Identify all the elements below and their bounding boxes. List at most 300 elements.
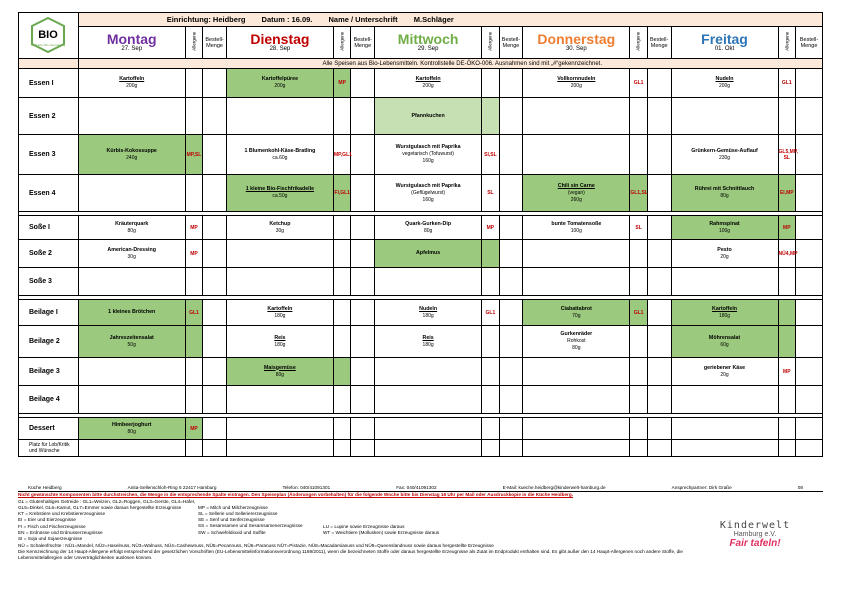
- legend-line: WT = Weichtiere (Mollusken) sowie Erzeugnisse daraus: [323, 529, 440, 535]
- allergen-cell: [333, 326, 350, 358]
- dish-name: 1 kleines Brötchen: [108, 309, 156, 315]
- order-quantity-input[interactable]: [203, 418, 227, 440]
- order-quantity-input[interactable]: [203, 268, 227, 296]
- allergen-cell: NÜ4,MP: [778, 240, 795, 268]
- meal-cell: [671, 440, 778, 457]
- dish-quantity: 180g: [274, 312, 286, 319]
- meal-cell: [226, 386, 333, 414]
- meal-cell: [78, 300, 185, 326]
- order-quantity-input[interactable]: [796, 440, 823, 457]
- order-quantity-input[interactable]: [499, 358, 523, 386]
- day-header-4: [671, 27, 778, 59]
- note-spacer: [19, 59, 79, 69]
- meal-cell: [226, 326, 333, 358]
- allergen-legend: [18, 499, 823, 543]
- order-quantity-input[interactable]: [796, 175, 823, 212]
- dish-name: Wurstgulasch mit Paprika: [395, 144, 461, 150]
- dish-quantity: 180g: [422, 312, 434, 319]
- meal-cell: [78, 216, 185, 240]
- order-quantity-input[interactable]: [647, 300, 671, 326]
- menu-row: [19, 418, 823, 440]
- legend-line: LU = Lupine sowie Erzeugnisse daraus: [323, 523, 405, 529]
- logo-subtext: nach EG-Öko-Verordnung: [31, 42, 66, 47]
- footer-address: Anita-Sellenschloh-Ring 6 22417 Hamburg: [127, 485, 217, 490]
- allergen-cell: [482, 240, 499, 268]
- bio-note: Alle Speisen aus Bio-Lebensmitteln. Kontrollstelle DE-ÖKO-006. Ausnahmen sind mit „#“gekennzeichnet.: [78, 59, 822, 69]
- dish-name: Wurstgulasch mit Paprika: [395, 182, 461, 189]
- dish-quantity: ca.60g: [272, 154, 288, 161]
- allergen-cell: [482, 98, 499, 135]
- dish-quantity: 200g: [718, 83, 731, 89]
- legend-line: SW = Schwefeldioxid und Sulfite: [198, 529, 266, 535]
- order-quantity-input[interactable]: [796, 418, 823, 440]
- dish-quantity: 80g: [275, 371, 285, 378]
- dish-name: Rührei mit Schnittlauch: [694, 186, 755, 192]
- order-quantity-input[interactable]: [647, 358, 671, 386]
- dish-quantity: 30g: [127, 253, 136, 260]
- meal-cell: [226, 175, 333, 212]
- allergen-cell: [630, 418, 647, 440]
- allergen-cell: MP: [185, 216, 202, 240]
- day-header-3: [523, 27, 630, 59]
- allergen-cell: [482, 386, 499, 414]
- day-date: 27. Sep: [121, 46, 143, 52]
- menu-row: [19, 268, 823, 296]
- dish-quantity: 70g: [572, 312, 581, 319]
- menu-row: [19, 98, 823, 135]
- allergen-cell: FI,GL1: [333, 175, 350, 212]
- dish-name: Gurkenräder: [560, 331, 593, 337]
- row-label: Essen 4: [19, 175, 79, 212]
- allergen-cell: [778, 98, 795, 135]
- meal-cell: [375, 418, 482, 440]
- meal-cell: [78, 386, 185, 414]
- footer-fax: Fax: 040/41091302: [396, 485, 437, 490]
- bestellmenge-header: Bestell-Menge: [499, 27, 523, 59]
- allergen-cell: [333, 418, 350, 440]
- order-quantity-input[interactable]: [796, 386, 823, 414]
- order-quantity-input[interactable]: [499, 98, 523, 135]
- row-label: Essen I: [19, 69, 79, 98]
- order-quantity-input[interactable]: [796, 240, 823, 268]
- allergen-cell: GL1: [630, 300, 647, 326]
- day-date: 30. Sep: [565, 46, 587, 52]
- day-date: 29. Sep: [417, 46, 439, 52]
- dish-name: American-Dressing: [107, 246, 156, 253]
- order-quantity-input[interactable]: [351, 418, 375, 440]
- meal-cell: [226, 98, 333, 135]
- logo-text: BIO: [38, 28, 59, 41]
- dish-name: Möhrensalat: [708, 334, 741, 341]
- dish-quantity: 240g: [126, 154, 138, 161]
- allergen-cell: EI,MP: [778, 175, 795, 212]
- allergen-cell: MP,GL1: [333, 135, 350, 175]
- footer-warning: Nicht gewünschte Komponenten bitte durchstreichen, die Menge in die entsprechende Spalte eintragen. Den Speiseplan (Änderungen vorbehalten) für die folgende Woche bitte bis Dienstag 16 Uhr per Mail oder Ausdruckkopie in die Küche Heidberg.: [18, 492, 574, 498]
- dish-name: Grünkern-Gemüse-Auflauf: [691, 147, 758, 154]
- dish-quantity: 180g: [718, 312, 731, 319]
- dish-name: Nudeln: [715, 76, 734, 82]
- allergen-cell: [482, 440, 499, 457]
- dish-name: Reis: [274, 334, 286, 341]
- order-quantity-input[interactable]: [647, 440, 671, 457]
- meal-cell: [671, 98, 778, 135]
- meal-cell: [226, 440, 333, 457]
- meal-cell: [78, 98, 185, 135]
- meal-cell: [78, 440, 185, 457]
- meal-cell: [226, 358, 333, 386]
- meal-cell: [78, 175, 185, 212]
- order-quantity-input[interactable]: [796, 135, 823, 175]
- meal-cell: [78, 418, 185, 440]
- meal-cell: [671, 216, 778, 240]
- order-quantity-input[interactable]: [499, 175, 523, 212]
- order-quantity-input[interactable]: [203, 300, 227, 326]
- dish-note: (Geflügelwurst): [411, 189, 446, 196]
- meal-cell: [78, 240, 185, 268]
- day-date: 28. Sep: [269, 46, 291, 52]
- bestellmenge-header: Bestell-Menge: [647, 27, 671, 59]
- meal-cell: [523, 69, 630, 98]
- footer-email[interactable]: E-Mail: kueche.heidberg@kinderwelt-hamburg.de: [502, 485, 606, 490]
- allergen-cell: GL1,SL: [630, 175, 647, 212]
- order-quantity-input[interactable]: [351, 358, 375, 386]
- dish-quantity: 180g: [422, 341, 434, 348]
- allergen-cell: [482, 69, 499, 98]
- order-quantity-input[interactable]: [647, 418, 671, 440]
- meal-cell: [375, 300, 482, 326]
- meal-cell: [226, 135, 333, 175]
- day-header-1: [226, 27, 333, 59]
- menu-row: [19, 300, 823, 326]
- bestellmenge-header: Bestell-Menge: [796, 27, 823, 59]
- nuts-legend: NÜ = Schalenfrüchte : NÜ1=Mandel, NÜ2=Haselnuss, NÜ3=Walnuss, NÜ4=Cashewnuss, NÜ5=Pecannuss, NÜ6=Paranuss NÜ7=Pistazie, NÜ8=Macadamianuss und NÜ9=Queenslandnuss sowie daraus hergestellte Erzeugnisse: [18, 542, 494, 548]
- allergen-cell: MP: [185, 240, 202, 268]
- allergen-cell: [333, 240, 350, 268]
- allergen-cell: [778, 326, 795, 358]
- order-quantity-input[interactable]: [351, 175, 375, 212]
- order-quantity-input[interactable]: [499, 69, 523, 98]
- order-quantity-input[interactable]: [203, 358, 227, 386]
- order-quantity-input[interactable]: [499, 326, 523, 358]
- dish-name: Kürbis-Kokossuppe: [106, 147, 157, 154]
- order-quantity-input[interactable]: [203, 216, 227, 240]
- allergen-cell: [185, 69, 202, 98]
- order-quantity-input[interactable]: [499, 240, 523, 268]
- meal-cell: [375, 98, 482, 135]
- dish-quantity: 180g: [274, 341, 286, 348]
- order-quantity-input[interactable]: [796, 300, 823, 326]
- footer-telefon: Telefon: 040/41091301: [282, 485, 331, 490]
- dish-quantity: 100g: [718, 227, 731, 234]
- menu-row: [19, 240, 823, 268]
- menu-row: [19, 69, 823, 98]
- dish-name: Kartoffeln: [119, 76, 145, 82]
- order-quantity-input[interactable]: [351, 240, 375, 268]
- order-quantity-input[interactable]: [647, 175, 671, 212]
- row-label: Soße I: [19, 216, 79, 240]
- dish-quantity: 260g: [570, 196, 582, 203]
- order-quantity-input[interactable]: [351, 300, 375, 326]
- allergen-cell: [333, 300, 350, 326]
- allergen-cell: MP: [185, 418, 202, 440]
- dish-name: Kartoffeln: [712, 305, 738, 312]
- order-quantity-input[interactable]: [647, 268, 671, 296]
- order-quantity-input[interactable]: [203, 326, 227, 358]
- order-quantity-input[interactable]: [203, 135, 227, 175]
- row-label: Beilage I: [19, 300, 79, 326]
- day-name: Dienstag: [250, 31, 310, 47]
- order-quantity-input[interactable]: [647, 386, 671, 414]
- allergen-cell: [778, 300, 795, 326]
- meal-cell: [671, 135, 778, 175]
- datum: Datum : 16.09.: [261, 15, 313, 24]
- day-name: Montag: [106, 31, 157, 47]
- order-quantity-input[interactable]: [351, 135, 375, 175]
- row-label: Beilage 2: [19, 326, 79, 358]
- order-quantity-input[interactable]: [499, 135, 523, 175]
- footer-kueche: Küche Heidberg: [28, 485, 62, 490]
- allergen-cell: [333, 268, 350, 296]
- dish-name: bunte Tomatensoße: [551, 220, 602, 227]
- allergen-cell: [333, 98, 350, 135]
- menu-row: [19, 326, 823, 358]
- dish-name: Rahmspinat: [709, 220, 740, 227]
- allergen-cell: [185, 386, 202, 414]
- dish-name: Chili sin Carne: [557, 182, 595, 189]
- allergen-cell: SL: [482, 175, 499, 212]
- row-label: Beilage 4: [19, 386, 79, 414]
- allergen-cell: MP: [778, 216, 795, 240]
- order-quantity-input[interactable]: [351, 326, 375, 358]
- menu-row: [19, 386, 823, 414]
- meal-cell: [375, 268, 482, 296]
- allergen-cell: [630, 326, 647, 358]
- allergen-cell: MP: [482, 216, 499, 240]
- allergen-cell: [333, 216, 350, 240]
- dish-name: Kartoffeln: [415, 76, 441, 82]
- meal-cell: [523, 326, 630, 358]
- allergen-cell: [333, 386, 350, 414]
- order-quantity-input[interactable]: [203, 98, 227, 135]
- allergen-cell: MP: [333, 69, 350, 98]
- dish-name: Pfannkuchen: [411, 112, 445, 119]
- allergen-cell: [778, 268, 795, 296]
- order-quantity-input[interactable]: [796, 358, 823, 386]
- allergen-info: Die Kennzeichnung der 14 Haupt-Allergene erfolgt entsprechend der gesetzlichen Vorschriften (EU-Lebensmittelinformationsverordnung 1169/2011), wenn die bezeichneten Stoffe oder daraus hergestellte Erzeugnisse als Zutat im Endprodukt enthalten sind. Es gibt außer den 14 Haupt-Allergenen noch andere Stoffe, die Lebensmittelallergien oder Unverträglichkeiten auslösen können.: [18, 548, 683, 561]
- meal-cell: [523, 358, 630, 386]
- order-quantity-input[interactable]: [647, 98, 671, 135]
- order-quantity-input[interactable]: [499, 268, 523, 296]
- meal-cell: [671, 326, 778, 358]
- kw-line2: Hamburg e.V.: [733, 531, 777, 538]
- allergen-cell: GL1: [482, 300, 499, 326]
- row-label: Essen 3: [19, 135, 79, 175]
- allergen-cell: [333, 358, 350, 386]
- menu-table: [18, 12, 823, 457]
- legend-line: SI = Soja und Sojaerzeugnisse: [18, 536, 83, 542]
- menu-row: [19, 216, 823, 240]
- einrichtung: Einrichtung: Heidberg: [166, 15, 246, 24]
- meal-cell: [226, 240, 333, 268]
- order-quantity-input[interactable]: [796, 98, 823, 135]
- allergene-header: Allergene: [482, 27, 499, 59]
- allergen-cell: MP,SL: [185, 135, 202, 175]
- order-quantity-input[interactable]: [499, 386, 523, 414]
- order-quantity-input[interactable]: [499, 216, 523, 240]
- footer: [18, 485, 823, 562]
- order-quantity-input[interactable]: [647, 240, 671, 268]
- allergen-cell: [778, 386, 795, 414]
- dish-name: Apfelmus: [416, 250, 441, 256]
- bio-logo: [19, 13, 79, 59]
- allergen-cell: [185, 326, 202, 358]
- allergen-cell: SI,SL: [482, 135, 499, 175]
- meal-cell: [671, 358, 778, 386]
- legend-line: EI = Eier und Eierzeugnisse: [18, 517, 76, 523]
- meal-cell: [78, 135, 185, 175]
- dish-quantity: 60g: [720, 341, 729, 348]
- kw-line1: Kinderwelt: [719, 520, 791, 531]
- meal-cell: [226, 69, 333, 98]
- order-quantity-input[interactable]: [351, 268, 375, 296]
- meal-cell: [671, 418, 778, 440]
- day-header-2: [375, 27, 482, 59]
- meal-cell: [375, 240, 482, 268]
- order-quantity-input[interactable]: [499, 300, 523, 326]
- order-quantity-input[interactable]: [647, 326, 671, 358]
- order-quantity-input[interactable]: [351, 98, 375, 135]
- row-label: Dessert: [19, 418, 79, 440]
- dish-quantity: 230g: [718, 154, 731, 161]
- order-quantity-input[interactable]: [499, 440, 523, 457]
- allergene-header: Allergene: [630, 27, 647, 59]
- order-quantity-input[interactable]: [351, 216, 375, 240]
- name-value: M.Schläger: [413, 15, 454, 24]
- dish-quantity: 20g: [720, 253, 729, 260]
- order-quantity-input[interactable]: [351, 440, 375, 457]
- order-quantity-input[interactable]: [203, 440, 227, 457]
- allergen-cell: [185, 175, 202, 212]
- day-name: Donnerstag: [537, 31, 616, 47]
- order-quantity-input[interactable]: [796, 268, 823, 296]
- name-label: Name / Unterschrift: [328, 15, 398, 24]
- meal-cell: [78, 358, 185, 386]
- dish-quantity: 200g: [126, 83, 138, 89]
- allergen-cell: [482, 326, 499, 358]
- row-label: Soße 2: [19, 240, 79, 268]
- dish-quantity: 80g: [423, 227, 433, 234]
- order-quantity-input[interactable]: [203, 386, 227, 414]
- dish-quantity: 80g: [720, 193, 729, 199]
- row-label: Essen 2: [19, 98, 79, 135]
- dish-name: Pesto: [717, 246, 732, 253]
- allergen-cell: [482, 418, 499, 440]
- allergene-header: Allergene: [778, 27, 795, 59]
- allergen-cell: [630, 135, 647, 175]
- allergen-cell: MP: [778, 358, 795, 386]
- order-quantity-input[interactable]: [499, 418, 523, 440]
- meal-cell: [523, 98, 630, 135]
- header-bar: [78, 13, 822, 27]
- kw-line3: Fair tafeln!: [729, 538, 781, 549]
- order-quantity-input[interactable]: [203, 175, 227, 212]
- menu-row: [19, 175, 823, 212]
- legend-line: KT = Krebstiere und Krebstiererzeugnisse: [18, 511, 106, 517]
- dish-note: (vegan): [567, 189, 585, 196]
- dish-name: 1 kleine Bio-Fischfrikadelle: [245, 186, 315, 192]
- row-label: Platz für Lob/Kritik und Wünsche: [19, 440, 79, 457]
- dish-quantity: 160g: [422, 158, 434, 164]
- meal-cell: [523, 135, 630, 175]
- dish-name: Nudeln: [419, 305, 438, 312]
- legend-line: SS = Sesamsamen und Sesamsamenerzeugnisse: [198, 523, 303, 529]
- legend-line: SL = Sellerie und Selleriererzeugnisse: [198, 510, 278, 516]
- bestellmenge-header: Bestell-Menge: [351, 27, 375, 59]
- meal-cell: [375, 358, 482, 386]
- allergen-cell: GL5,MP, SL: [778, 135, 795, 175]
- dish-quantity: 80g: [127, 227, 136, 234]
- dish-name: Ketchup: [269, 220, 291, 227]
- order-quantity-input[interactable]: [796, 326, 823, 358]
- allergen-cell: [185, 98, 202, 135]
- meal-cell: [523, 216, 630, 240]
- dish-name: Kartoffeln: [267, 305, 293, 312]
- meal-cell: [523, 440, 630, 457]
- meal-cell: [78, 268, 185, 296]
- menu-row: [19, 358, 823, 386]
- dish-quantity: 200g: [274, 83, 286, 89]
- dish-quantity: 80g: [127, 428, 136, 435]
- allergene-header: Allergene: [333, 27, 350, 59]
- meal-cell: [671, 240, 778, 268]
- order-quantity-input[interactable]: [647, 135, 671, 175]
- allergen-cell: SL: [630, 216, 647, 240]
- order-quantity-input[interactable]: [647, 69, 671, 98]
- row-label: Beilage 3: [19, 358, 79, 386]
- allergen-cell: [630, 386, 647, 414]
- day-header-0: [78, 27, 185, 59]
- dish-name: Maisgemüse: [264, 364, 296, 371]
- order-quantity-input[interactable]: [796, 216, 823, 240]
- order-quantity-input[interactable]: [203, 69, 227, 98]
- allergen-cell: GL1: [630, 69, 647, 98]
- allergene-header: Allergene: [185, 27, 202, 59]
- dish-quantity: 200g: [570, 83, 582, 89]
- footer-page: 08: [797, 485, 803, 490]
- meal-cell: [523, 240, 630, 268]
- dish-quantity: ca.50g: [272, 193, 288, 199]
- order-quantity-input[interactable]: [203, 240, 227, 268]
- dish-quantity: 160g: [422, 196, 434, 203]
- meal-cell: [671, 69, 778, 98]
- legend-line: GL = Glutenhaltiges Getreide : GL1=Weizen, GL2=Roggen, GL3=Gerste, GL4=Hafer, GL5=Dinkel, GL6=Kamut, GL7=Emmer sowie daraus hergestellte Erzeugnisse: [18, 498, 196, 510]
- dish-name: Jahreszeitensalat: [109, 334, 154, 341]
- order-quantity-input[interactable]: [351, 69, 375, 98]
- order-quantity-input[interactable]: [351, 386, 375, 414]
- footer-ansprech: Ansprechpartner: Dirk Graße: [671, 485, 732, 490]
- meal-cell: [523, 386, 630, 414]
- bestellmenge-header: Bestell-Menge: [203, 27, 227, 59]
- meal-cell: [226, 216, 333, 240]
- allergen-cell: GL1: [185, 300, 202, 326]
- meal-cell: [375, 326, 482, 358]
- order-quantity-input[interactable]: [796, 69, 823, 98]
- menu-row: [19, 440, 823, 457]
- meal-cell: [78, 326, 185, 358]
- legend-line: MP = Milch und Milcherzeugnisse: [198, 504, 268, 510]
- legend-line: SE = Senf und Senferzeugnisse: [198, 517, 265, 523]
- order-quantity-input[interactable]: [647, 216, 671, 240]
